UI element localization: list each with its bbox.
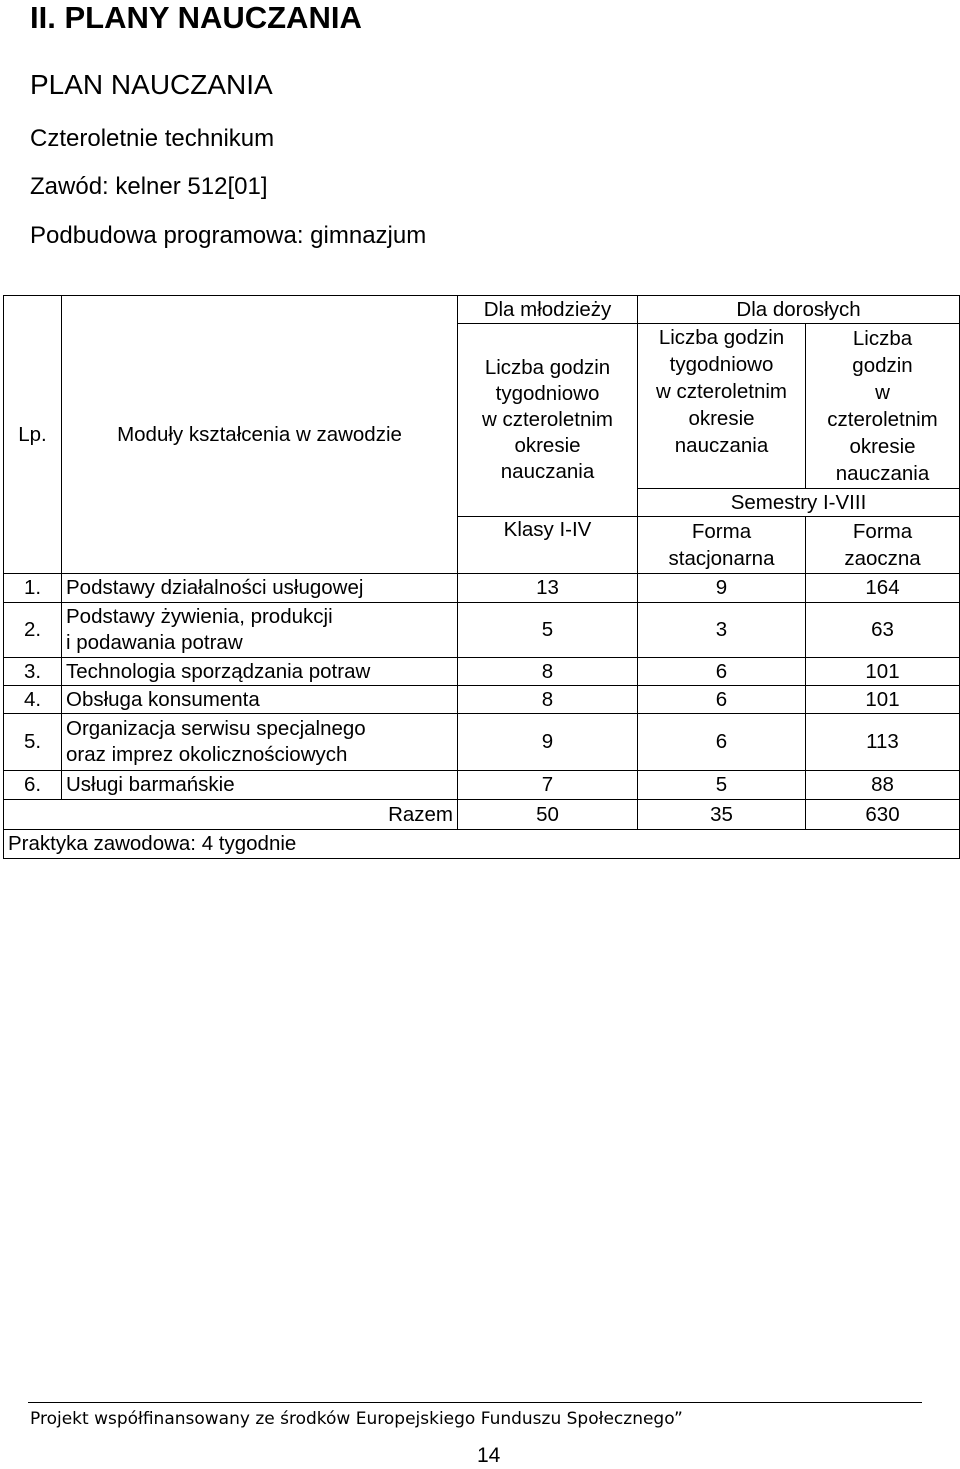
table-row: [4, 714, 960, 771]
youth-hours-header: Liczba godzin tygodniowo w czteroletnim okresie nauczania: [458, 324, 638, 517]
module-name: Organizacja serwisu specjalnego oraz imprez okolicznościowych: [62, 714, 458, 771]
module-name: Obsługa konsumenta: [62, 686, 458, 714]
school-type: Czteroletnie technikum: [30, 125, 275, 152]
footer-divider: [28, 1402, 922, 1403]
module-name: Technologia sporządzania potraw: [62, 658, 458, 686]
extramural-hours: 63: [806, 603, 960, 658]
page-number: 14: [477, 1444, 501, 1467]
total-extramural-hours: 630: [806, 800, 960, 830]
stationary-hours: 5: [638, 771, 806, 800]
extramural-hours: 101: [806, 686, 960, 714]
table-row: [4, 771, 960, 800]
extramural-hours: 164: [806, 574, 960, 603]
youth-hours: 5: [458, 603, 638, 658]
classes-header: Klasy I-IV: [458, 517, 638, 574]
stationary-hours: 3: [638, 603, 806, 658]
totals-blank: [4, 800, 62, 830]
adult-stationary-hours-header: Liczba godzin tygodniowo w czteroletnim okresie nauczania: [638, 324, 806, 489]
row-number: 5.: [4, 714, 62, 771]
totals-row: [4, 800, 960, 830]
row-number: 1.: [4, 574, 62, 603]
section-heading: II. PLANY NAUCZANIA: [30, 0, 362, 35]
practice-row: [4, 830, 960, 859]
youth-hours: 8: [458, 686, 638, 714]
form-stationary-header: Forma stacjonarna: [638, 517, 806, 574]
total-stationary-hours: 35: [638, 800, 806, 830]
adult-extramural-hours-header: Liczba godzin w czteroletnim okresie nauczania: [806, 324, 960, 489]
stationary-hours: 6: [638, 658, 806, 686]
row-number: 2.: [4, 603, 62, 658]
adults-group-header: Dla dorosłych: [638, 296, 960, 324]
teaching-plan-table: [3, 295, 960, 859]
youth-hours: 9: [458, 714, 638, 771]
extramural-hours: 113: [806, 714, 960, 771]
semesters-header: Semestry I-VIII: [638, 489, 960, 517]
form-extramural-header: Forma zaoczna: [806, 517, 960, 574]
youth-hours: 8: [458, 658, 638, 686]
row-number: 6.: [4, 771, 62, 800]
footer-funding-note: Projekt współfinansowany ze środków Europejskiego Funduszu Społecznego”: [30, 1409, 683, 1429]
table-row: [4, 574, 960, 603]
lp-header: Lp.: [4, 296, 62, 574]
table-row: [4, 686, 960, 714]
practice-note: Praktyka zawodowa: 4 tygodnie: [4, 830, 960, 859]
modules-header: Moduły kształcenia w zawodzie: [62, 296, 458, 574]
stationary-hours: 6: [638, 686, 806, 714]
youth-group-header: Dla młodzieży: [458, 296, 638, 324]
table-row: [4, 603, 960, 658]
stationary-hours: 6: [638, 714, 806, 771]
totals-label: Razem: [62, 800, 458, 830]
row-number: 3.: [4, 658, 62, 686]
extramural-hours: 88: [806, 771, 960, 800]
module-name: Podstawy żywienia, produkcji i podawania potraw: [62, 603, 458, 658]
module-name: Usługi barmańskie: [62, 771, 458, 800]
profession: Zawód: kelner 512[01]: [30, 173, 268, 200]
row-number: 4.: [4, 686, 62, 714]
youth-hours: 7: [458, 771, 638, 800]
extramural-hours: 101: [806, 658, 960, 686]
youth-hours: 13: [458, 574, 638, 603]
module-name: Podstawy działalności usługowej: [62, 574, 458, 603]
table-row: [4, 658, 960, 686]
stationary-hours: 9: [638, 574, 806, 603]
plan-title: PLAN NAUCZANIA: [30, 69, 273, 100]
total-youth-hours: 50: [458, 800, 638, 830]
program-basis: Podbudowa programowa: gimnazjum: [30, 222, 427, 249]
